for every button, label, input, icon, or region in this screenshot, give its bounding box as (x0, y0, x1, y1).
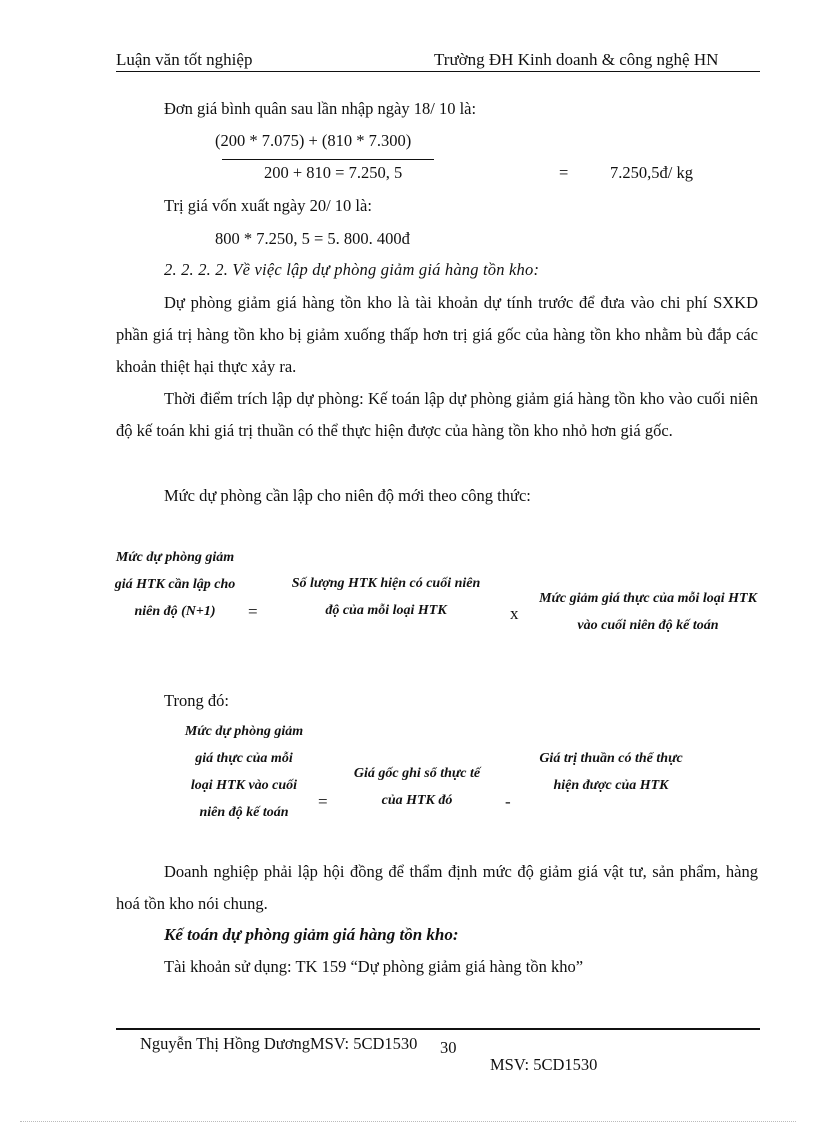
paragraph-1 (116, 287, 758, 383)
formula1-term2: Mức giảm giá thực của mỗi loại HTK vào cuối niên độ kế toán (539, 591, 757, 633)
footer-name-msv: Nguyễn Thị Hồng DươngMSV: 5CD1530 (140, 1034, 418, 1053)
paragraph-1-text: Dự phòng giảm giá hàng tồn kho là tài khoản dự tính trước để đưa vào chi phí SXKD phần giá trị hàng tồn kho bị giảm xuống thấp hơn trị giá gốc của hàng tồn kho nhằm bù đắp các khoản thiệt hại thực xảy ra. (116, 293, 758, 376)
formula1-term1: Số lượng HTK hiện có cuối niên độ của mỗi loại HTK (291, 576, 481, 618)
formula1-operator: x (510, 604, 519, 623)
calc-intro: Đơn giá bình quân sau lần nhập ngày 18/ 10 là: (164, 99, 477, 118)
subheading: Kế toán dự phòng giảm giá hàng tồn kho: (164, 925, 459, 944)
formula1-equals: = (248, 602, 258, 621)
paragraph-2 (116, 383, 758, 447)
footer-msv: MSV: 5CD1530 (490, 1055, 598, 1074)
formula2-operator: - (505, 792, 511, 811)
fraction-line (222, 159, 434, 160)
paragraph-3: Mức dự phòng cần lập cho niên độ mới theo công thức: (164, 486, 531, 505)
section-heading: 2. 2. 2. 2. Về việc lập dự phòng giảm giá hàng tồn kho: (164, 260, 540, 279)
formula1-lhs: Mức dự phòng giảm giá HTK cần lập cho niên độ (N+1) (114, 550, 236, 619)
paragraph-4 (116, 856, 758, 920)
footer-rule (116, 1028, 760, 1030)
calc-equals: = (559, 163, 569, 182)
calc-denominator: 200 + 810 = 7.250, 5 (264, 163, 403, 182)
paragraph-2-text: Thời điểm trích lập dự phòng: Kế toán lập dự phòng giảm giá hàng tồn kho vào cuối niên độ kế toán khi giá trị thuần có thể thực hiện được của hàng tồn kho nhỏ hơn giá gốc. (116, 389, 758, 440)
paragraph-4-text: Doanh nghiệp phải lập hội đồng để thẩm định mức độ giảm giá vật tư, sản phẩm, hàng hoá tồn kho nói chung. (116, 862, 758, 913)
formula2-lhs: Mức dự phòng giảm giá thực của mỗi loại HTK vào cuối niên độ kế toán (184, 724, 304, 820)
header-left: Luận văn tốt nghiệp (116, 50, 253, 69)
formula2-term2: Giá trị thuần có thể thực hiện được của HTK (539, 751, 683, 793)
cost-formula: 800 * 7.250, 5 = 5. 800. 400đ (215, 229, 410, 248)
formula2-equals: = (318, 792, 328, 811)
header-right: Trường ĐH Kinh doanh & công nghệ HN (434, 50, 719, 69)
account-line: Tài khoản sử dụng: TK 159 “Dự phòng giảm giá hàng tồn kho” (164, 957, 584, 976)
calc-numerator: (200 * 7.075) + (810 * 7.300) (215, 131, 412, 150)
page-number: 30 (440, 1038, 457, 1057)
where-label: Trong đó: (164, 691, 229, 710)
page-bottom-border (20, 1121, 796, 1122)
cost-intro: Trị giá vốn xuất ngày 20/ 10 là: (164, 196, 372, 215)
calc-result: 7.250,5đ/ kg (610, 163, 693, 182)
header-rule (116, 71, 760, 72)
formula2-term1: Giá gốc ghi sổ thực tế của HTK đó (353, 766, 481, 808)
